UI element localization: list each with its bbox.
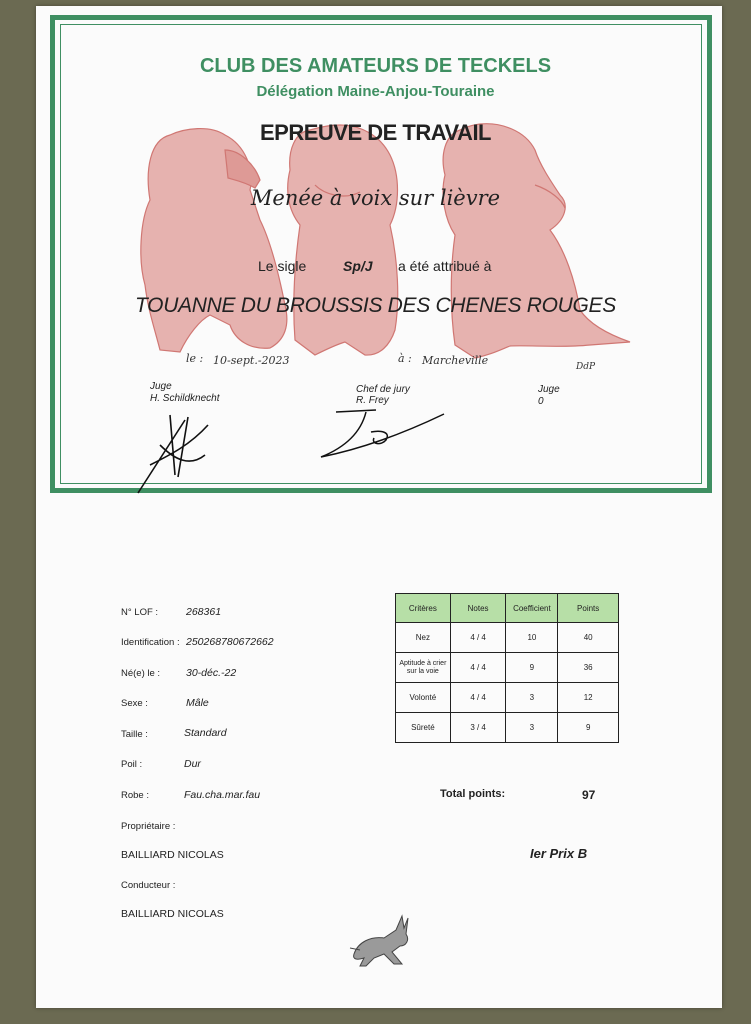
total-points-label: Total points: <box>440 788 506 800</box>
chief-judge-name: R. Frey <box>356 395 389 406</box>
handler-label: Conducteur : <box>121 880 176 891</box>
judge2-name: 0 <box>538 396 544 407</box>
robe-label: Robe : <box>121 790 149 801</box>
robe-value: Fau.cha.mar.fau <box>184 789 261 801</box>
sigle-after-text: a été attribué à <box>398 258 492 274</box>
judge2-title: Juge <box>538 384 560 395</box>
dachshunds-illustration <box>110 110 650 380</box>
note-cell: 4 / 4 <box>450 623 506 653</box>
sex-label: Sexe : <box>121 698 148 709</box>
table-row <box>396 623 619 653</box>
handler-value: BAILLIARD NICOLAS <box>121 908 224 920</box>
chief-judge-signature <box>316 402 451 467</box>
coef-cell: 9 <box>506 653 558 683</box>
points-cell: 36 <box>558 653 619 683</box>
lof-label: N° LOF : <box>121 607 159 618</box>
identification-value: 250268780672662 <box>186 636 274 648</box>
judge1-signature <box>130 405 220 500</box>
lof-value: 268361 <box>186 606 222 618</box>
artist-initials: DdP <box>576 362 596 372</box>
points-cell: 9 <box>558 713 619 743</box>
critere-cell: Volonté <box>396 683 451 713</box>
sigle-label: Le sigle <box>258 258 307 274</box>
points-cell: 40 <box>558 623 619 653</box>
place-label: à : <box>398 352 412 365</box>
score-table-header <box>396 594 619 623</box>
header-points: Points <box>558 594 619 623</box>
judge1-title: Juge <box>150 381 172 392</box>
born-label: Né(e) le : <box>121 668 161 679</box>
header-criteres: Critères <box>396 594 451 623</box>
owner-value: BAILLIARD NICOLAS <box>121 849 224 861</box>
size-label: Taille : <box>121 729 148 740</box>
sigle-value: Sp/J <box>343 258 373 274</box>
prize-value: Ier Prix B <box>530 846 588 861</box>
delegation-name: Délégation Maine-Anjou-Touraine <box>256 83 495 100</box>
points-cell: 12 <box>558 683 619 713</box>
coat-label: Poil : <box>121 759 143 770</box>
table-row <box>396 653 619 683</box>
total-points-value: 97 <box>582 788 596 802</box>
header-notes: Notes <box>450 594 506 623</box>
coat-value: Dur <box>184 758 201 770</box>
coef-cell: 3 <box>506 713 558 743</box>
chief-judge-title: Chef de jury <box>356 384 410 395</box>
club-name: CLUB DES AMATEURS DE TECKELS <box>199 55 552 77</box>
header-coefficient: Coefficient <box>506 594 558 623</box>
dog-name: TOUANNE DU BROUSSIS DES CHENES ROUGES <box>135 294 616 317</box>
identification-label: Identification : <box>121 637 180 648</box>
note-cell: 4 / 4 <box>450 653 506 683</box>
judge1-name: H. Schildknecht <box>150 393 220 404</box>
dog-wirehair-drawing <box>288 125 398 355</box>
critere-cell: Nez <box>396 623 451 653</box>
score-table <box>395 593 619 743</box>
hare-icon <box>346 912 412 970</box>
table-row <box>396 713 619 743</box>
sex-value: Mâle <box>186 697 209 709</box>
coef-cell: 3 <box>506 683 558 713</box>
event-place: Marcheville <box>422 354 489 367</box>
owner-label: Propriétaire : <box>121 821 176 832</box>
size-value: Standard <box>184 727 227 739</box>
dog-smooth-drawing <box>443 124 630 358</box>
critere-cell: Sûreté <box>396 713 451 743</box>
critere-cell: Aptitude à crier sur la voie <box>396 653 451 683</box>
note-cell: 3 / 4 <box>450 713 506 743</box>
dog-longhair-drawing <box>141 129 287 352</box>
table-row <box>396 683 619 713</box>
certificate-title: EPREUVE DE TRAVAIL <box>260 120 491 145</box>
certificate-subtitle: Menée à voix sur lièvre <box>250 186 501 210</box>
note-cell: 4 / 4 <box>450 683 506 713</box>
event-date: 10-sept.-2023 <box>213 354 290 367</box>
born-value: 30-déc.-22 <box>186 667 237 679</box>
coef-cell: 10 <box>506 623 558 653</box>
date-label: le : <box>186 352 204 365</box>
